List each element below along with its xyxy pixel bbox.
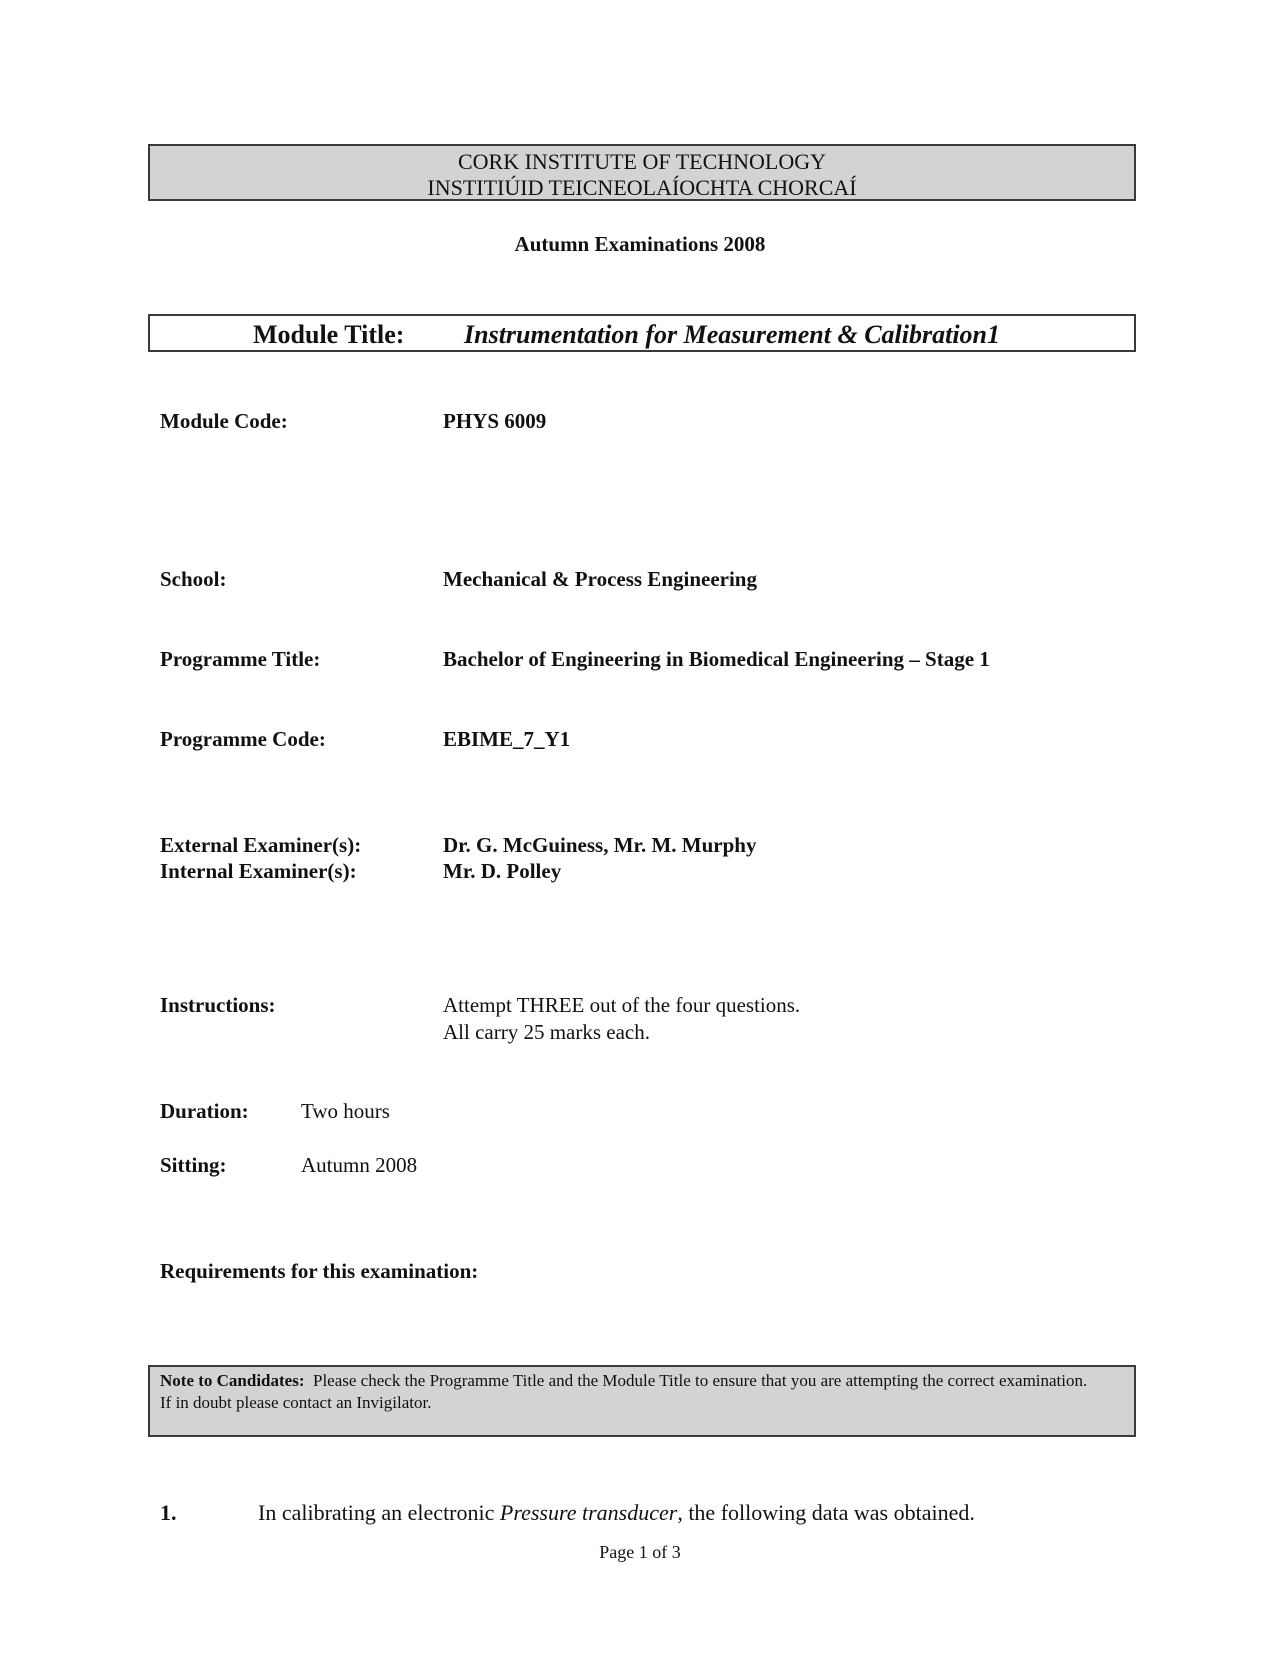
internal-examiners-value: Mr. D. Polley <box>443 859 562 883</box>
institute-header-box <box>148 144 1136 201</box>
institute-name-irish: INSTITIÚID TEICNEOLAÍOCHTA CHORCAÍ <box>427 175 857 200</box>
question-1-text <box>258 1500 975 1526</box>
programme-code-value: EBIME_7_Y1 <box>443 727 571 751</box>
duration-label: Duration: <box>160 1099 249 1123</box>
question-1-text-start: In calibrating an electronic <box>258 1500 500 1525</box>
school-label: School: <box>160 567 227 591</box>
note-label: Note to Candidates: <box>160 1371 305 1390</box>
internal-examiners-label: Internal Examiner(s): <box>160 859 357 883</box>
note-text-2: If in doubt please contact an Invigilator. <box>160 1393 432 1412</box>
duration-value: Two hours <box>301 1099 390 1123</box>
module-title-value: Instrumentation for Measurement & Calibration1 <box>464 320 1001 349</box>
instructions-line-1: Attempt THREE out of the four questions. <box>443 993 801 1017</box>
instructions-line-2: All carry 25 marks each. <box>443 1020 650 1044</box>
programme-title-value: Bachelor of Engineering in Biomedical Engineering – Stage 1 <box>443 647 990 671</box>
instructions-label: Instructions: <box>160 993 276 1017</box>
institute-name-english: CORK INSTITUTE OF TECHNOLOGY <box>457 149 827 174</box>
note-to-candidates-box <box>148 1365 1136 1437</box>
sitting-value: Autumn 2008 <box>301 1153 418 1177</box>
external-examiners-value: Dr. G. McGuiness, Mr. M. Murphy <box>443 833 757 857</box>
sitting-label: Sitting: <box>160 1153 227 1177</box>
school-value: Mechanical & Process Engineering <box>443 567 757 591</box>
question-1-text-italic: Pressure transducer <box>499 1500 678 1525</box>
module-code-label: Module Code: <box>160 409 288 433</box>
note-text-1: Please check the Programme Title and the Module Title to ensure that you are attempting the correct examination. <box>313 1371 1088 1390</box>
question-1-text-end: , the following data was obtained. <box>677 1500 975 1525</box>
external-examiners-label: External Examiner(s): <box>160 833 362 857</box>
note-first-paragraph <box>160 1370 1124 1392</box>
module-title-label: Module Title: <box>253 320 405 349</box>
exam-session-title: Autumn Examinations 2008 <box>514 232 766 256</box>
page-number: Page 1 of 3 <box>599 1542 681 1562</box>
requirements-label: Requirements for this examination: <box>160 1259 479 1283</box>
programme-code-label: Programme Code: <box>160 727 326 751</box>
question-1-number: 1. <box>160 1500 177 1525</box>
module-code-value: PHYS 6009 <box>443 409 547 433</box>
programme-title-label: Programme Title: <box>160 647 321 671</box>
